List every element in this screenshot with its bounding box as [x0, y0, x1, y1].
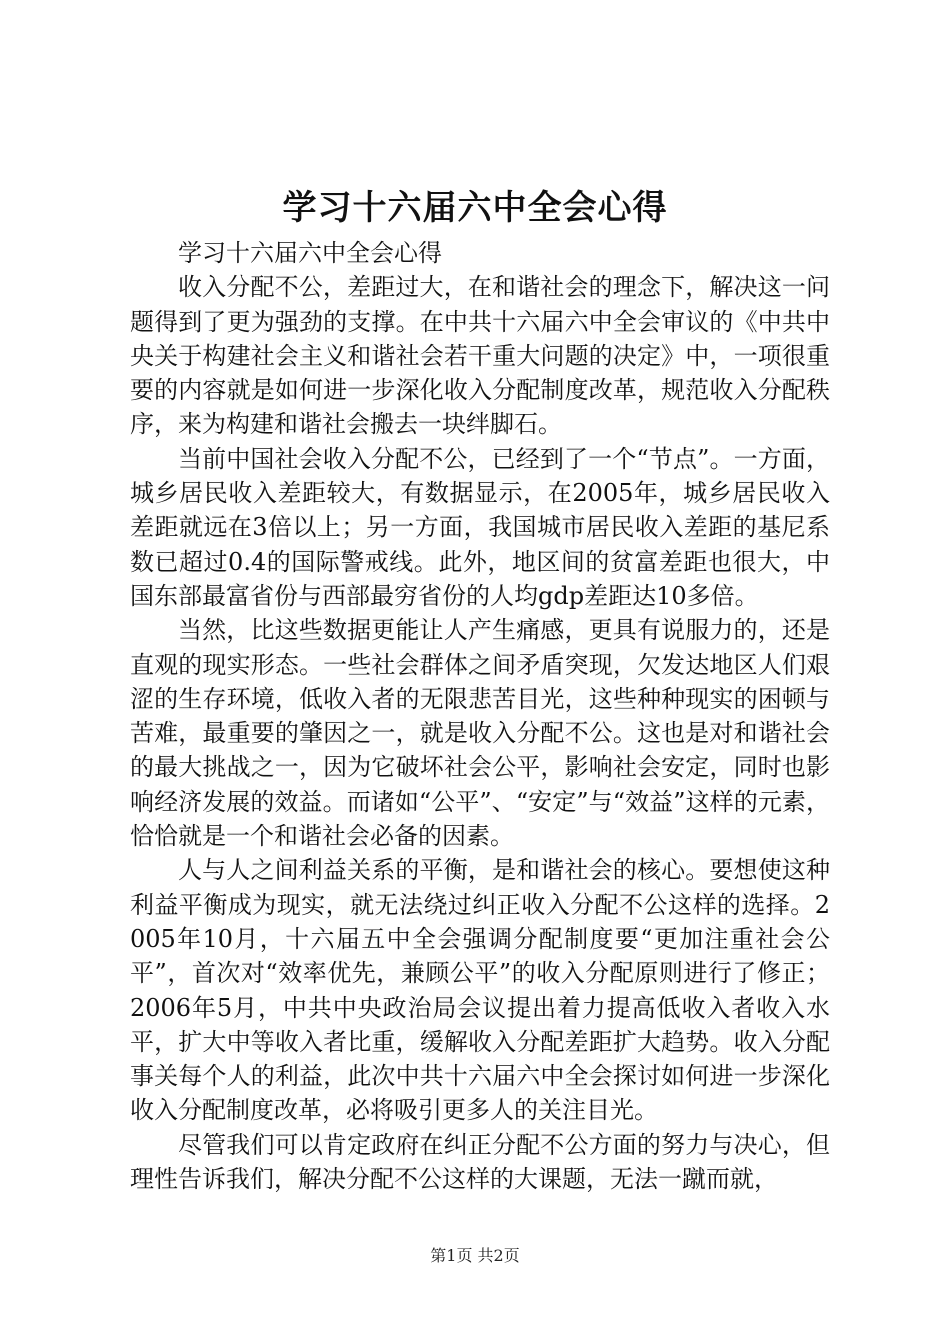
paragraph: 收入分配不公，差距过大，在和谐社会的理念下，解决这一问题得到了更为强劲的支撑。在中共十六届六中全会审议的《中共中央关于构建社会主义和谐社会若干重大问题的决定》中，一项很重要的内容就是如何进一步深化收入分配制度改革，规范收入分配秩序，来为构建和谐社会搬去一块绊脚石。: [130, 273, 830, 439]
paragraph-subtitle: 学习十六届六中全会心得: [178, 239, 442, 267]
page-footer: 第1页 共2页: [430, 1246, 520, 1265]
paragraph: 当前中国社会收入分配不公，已经到了一个“节点”。一方面，城乡居民收入差距较大，有数据显示，在2005年，城乡居民收入差距就远在3倍以上；另一方面，我国城市居民收入差距的基尼系数已超过0.4的国际警戒线。此外，地区间的贫富差距也很大，中国东部最富省份与西部最穷省份的人均gdp差距达10多倍。: [130, 444, 830, 610]
paragraph: 当然，比这些数据更能让人产生痛感，更具有说服力的，还是直观的现实形态。一些社会群体之间矛盾突现，欠发达地区人们艰涩的生存环境，低收入者的无限悲苦目光，这些种种现实的困顿与苦难，最重要的肇因之一，就是收入分配不公。这也是对和谐社会的最大挑战之一，因为它破坏社会公平，影响社会安定，同时也影响经济发展的效益。而诸如“公平”、“安定”与“效益”这样的元素，恰恰就是一个和谐社会必备的因素。: [130, 616, 830, 851]
document-title: 学习十六届六中全会心得: [282, 188, 668, 228]
paragraph: 尽管我们可以肯定政府在纠正分配不公方面的努力与决心，但理性告诉我们，解决分配不公这样的大课题，无法一蹴而就，: [130, 1130, 830, 1194]
paragraph: 人与人之间利益关系的平衡，是和谐社会的核心。要想使这种利益平衡成为现实，就无法绕过纠正收入分配不公这样的选择。2005年10月，十六届五中全会强调分配制度要“更加注重社会公平”，首次对“效率优先，兼顾公平”的收入分配原则进行了修正；2006年5月，中共中央政治局会议提出着力提高低收入者收入水平，扩大中等收入者比重，缓解收入分配差距扩大趋势。收入分配事关每个人的利益，此次中共十六届六中全会探讨如何进一步深化收入分配制度改革，必将吸引更多人的关注目光。: [130, 856, 830, 1125]
document-body: [130, 236, 830, 1196]
